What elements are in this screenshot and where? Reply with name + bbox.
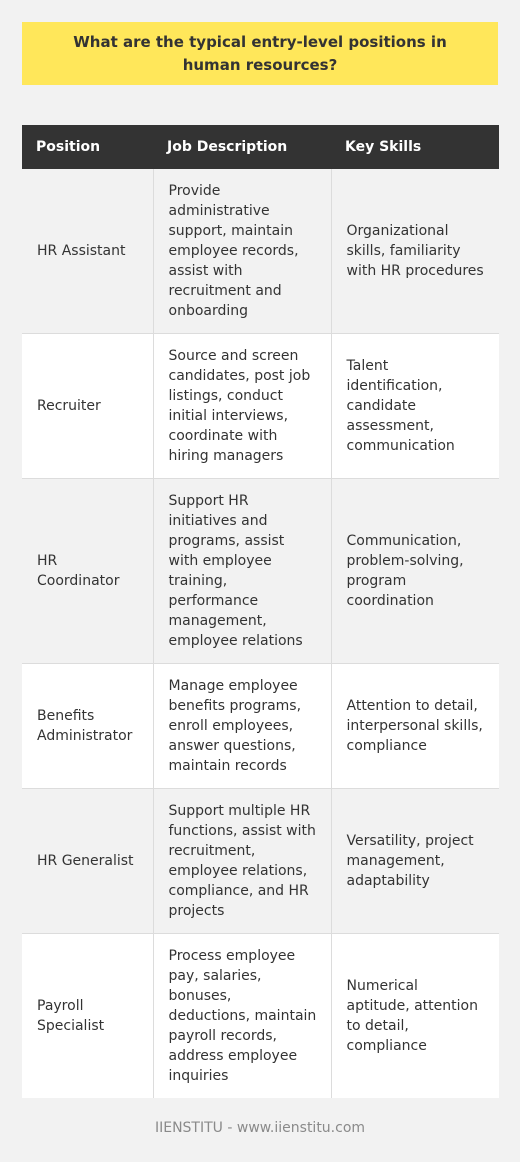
cell-job-description: Manage employee benefits programs, enroll employees, answer questions, maintain records bbox=[153, 664, 331, 789]
cell-position: HR Generalist bbox=[22, 789, 153, 934]
column-header-position: Position bbox=[22, 125, 153, 169]
footer-credit: IIENSTITU - www.iienstitu.com bbox=[154, 1120, 366, 1136]
positions-table bbox=[22, 125, 499, 1098]
table-row bbox=[22, 169, 499, 334]
cell-position: HR Coordinator bbox=[22, 479, 153, 664]
cell-key-skills: Organizational skills, familiarity with HR procedures bbox=[331, 169, 499, 334]
cell-job-description: Support HR initiatives and programs, assist with employee training, performance management, employee relations bbox=[153, 479, 331, 664]
cell-job-description: Source and screen candidates, post job listings, conduct initial interviews, coordinate with hiring managers bbox=[153, 334, 331, 479]
table-row bbox=[22, 479, 499, 664]
cell-position: Recruiter bbox=[22, 334, 153, 479]
table-row bbox=[22, 664, 499, 789]
table-row bbox=[22, 934, 499, 1099]
title-banner bbox=[22, 22, 498, 85]
cell-key-skills: Talent identification, candidate assessment, communication bbox=[331, 334, 499, 479]
cell-job-description: Support multiple HR functions, assist with recruitment, employee relations, compliance, and HR projects bbox=[153, 789, 331, 934]
cell-key-skills: Versatility, project management, adaptability bbox=[331, 789, 499, 934]
cell-key-skills: Communication, problem-solving, program coordination bbox=[331, 479, 499, 664]
page-title: What are the typical entry-level positions in human resources? bbox=[73, 32, 447, 74]
cell-position: Benefits Administrator bbox=[22, 664, 153, 789]
cell-position: Payroll Specialist bbox=[22, 934, 153, 1099]
cell-key-skills: Attention to detail, interpersonal skills, compliance bbox=[331, 664, 499, 789]
cell-job-description: Provide administrative support, maintain employee records, assist with recruitment and onboarding bbox=[153, 169, 331, 334]
table-row bbox=[22, 334, 499, 479]
column-header-job-description: Job Description bbox=[153, 125, 331, 169]
column-header-key-skills: Key Skills bbox=[331, 125, 499, 169]
table-header-row bbox=[22, 125, 499, 169]
cell-key-skills: Numerical aptitude, attention to detail, compliance bbox=[331, 934, 499, 1099]
table-row bbox=[22, 789, 499, 934]
cell-job-description: Process employee pay, salaries, bonuses, deductions, maintain payroll records, address employee inquiries bbox=[153, 934, 331, 1099]
cell-position: HR Assistant bbox=[22, 169, 153, 334]
